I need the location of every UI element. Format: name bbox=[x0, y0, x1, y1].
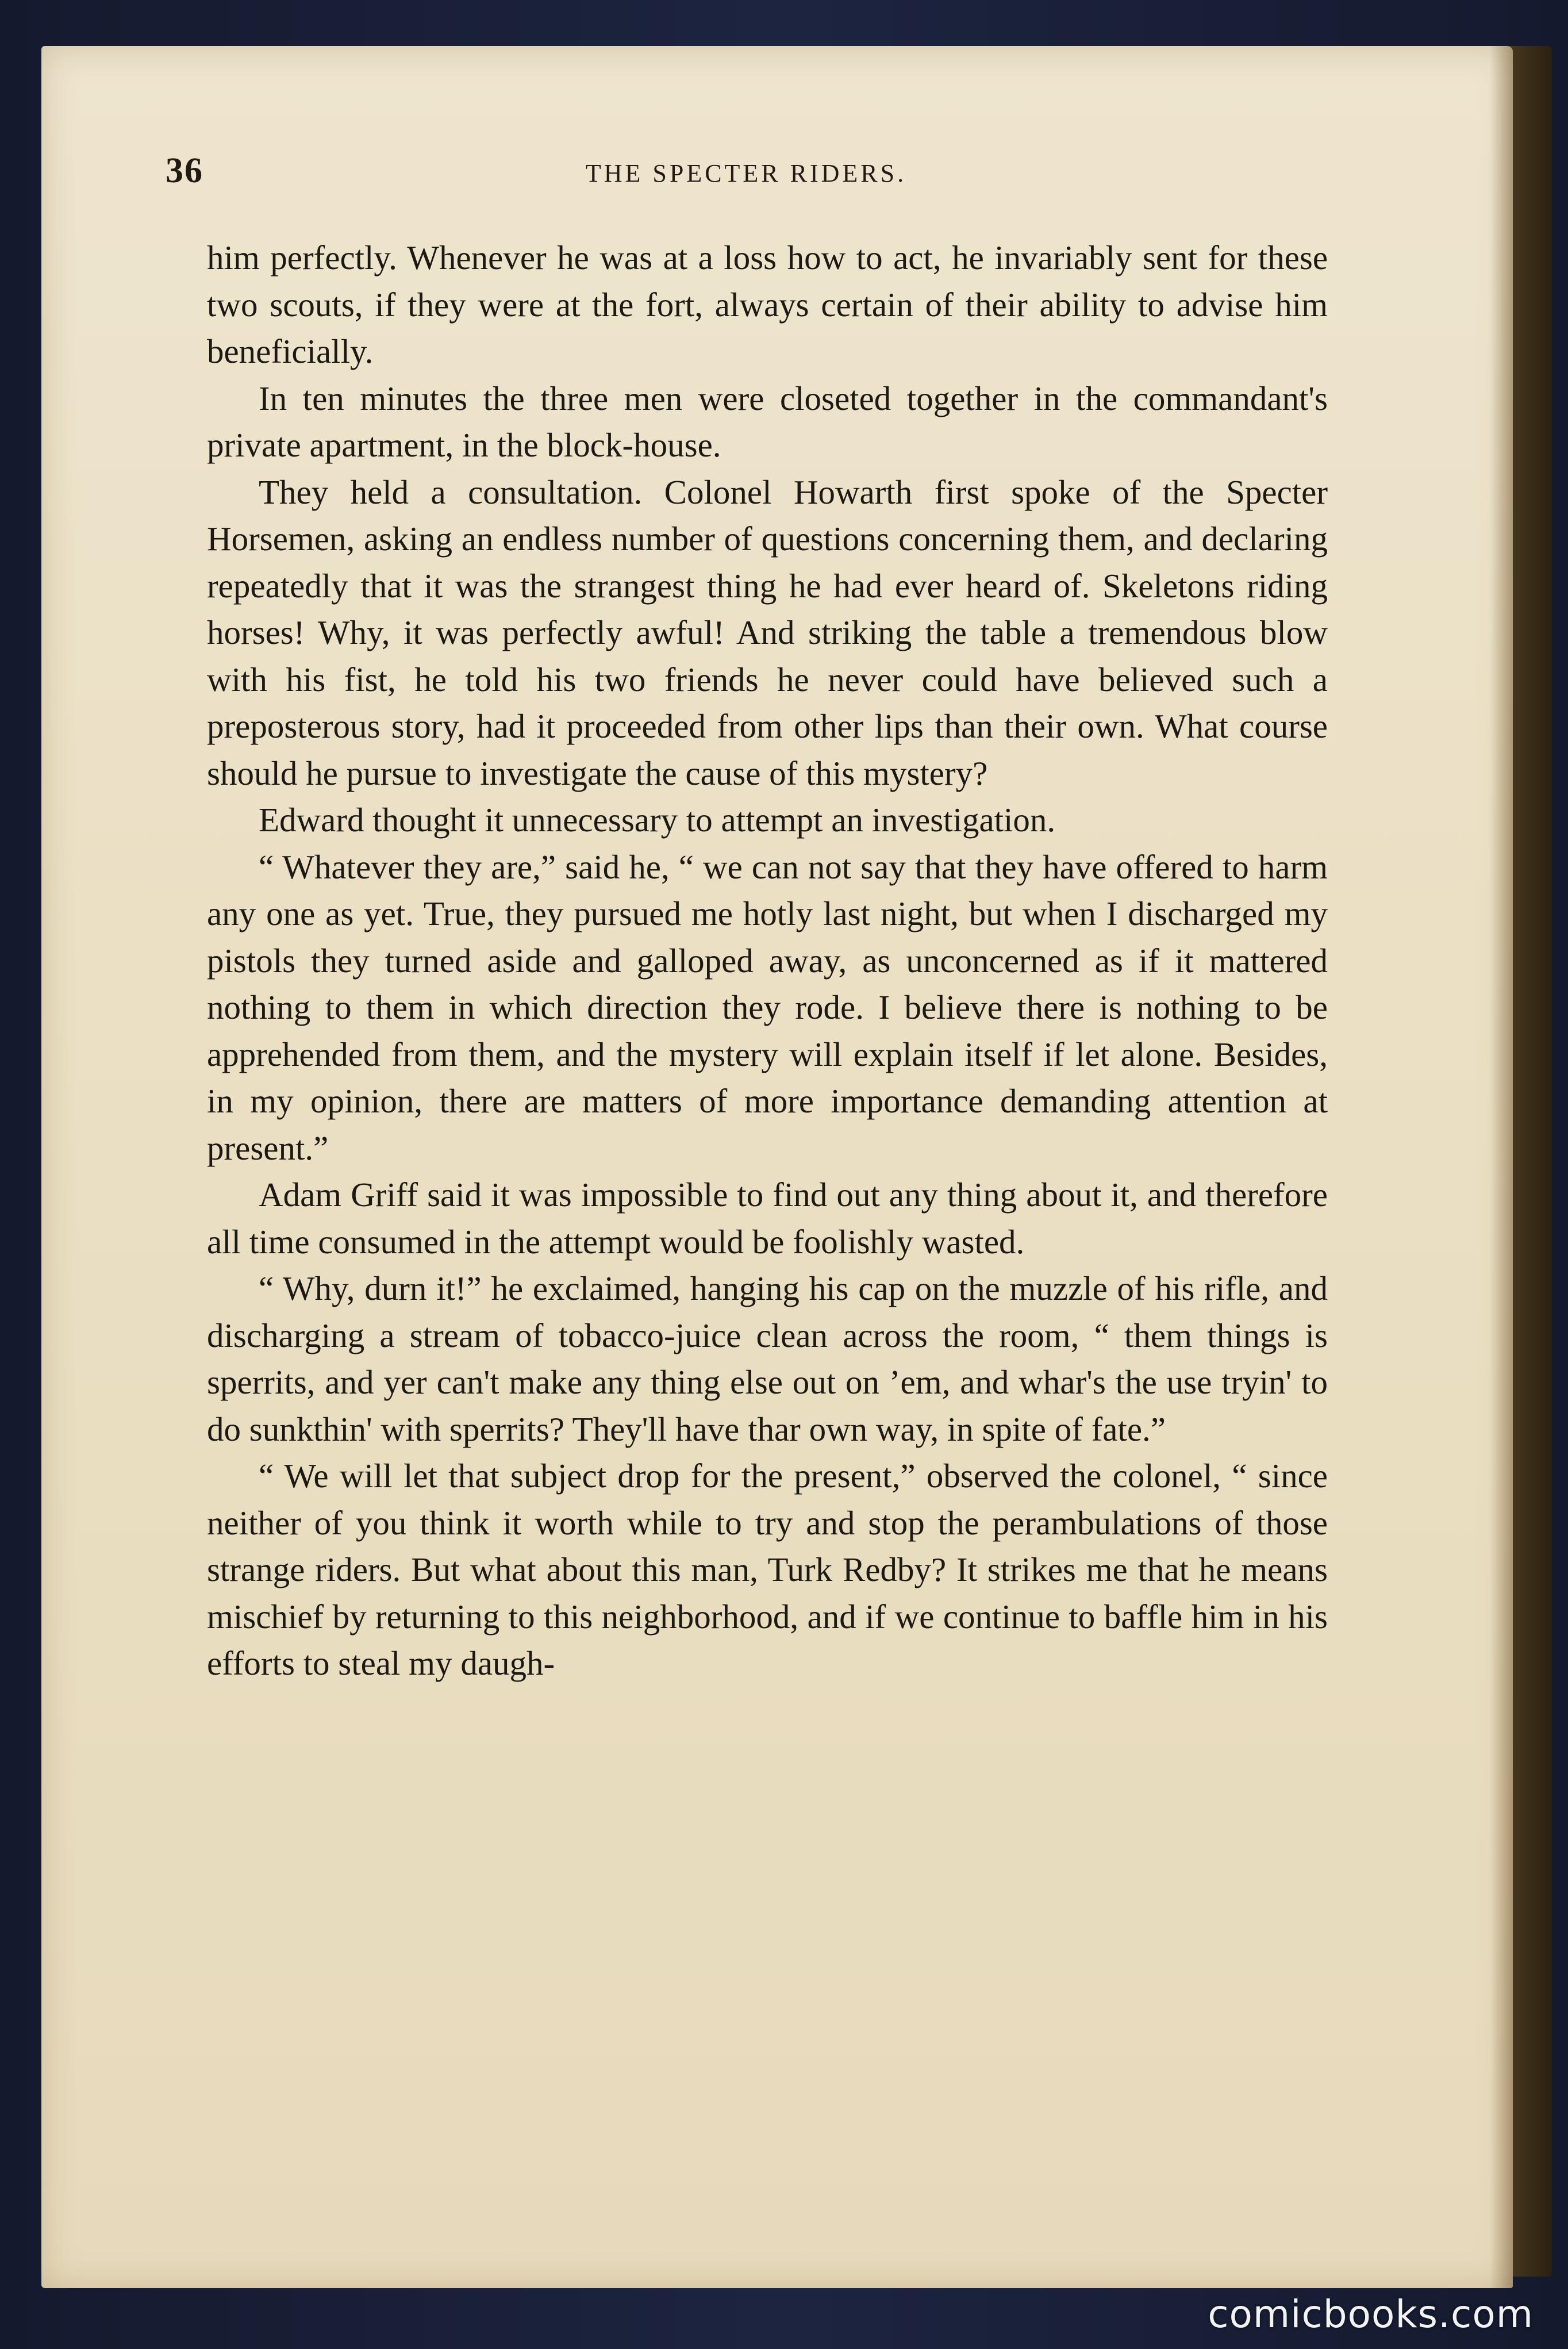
paragraph: “ Whatever they are,” said he, “ we can not say that they have offered to harm any one as yet. True, they pursued me hotly last night, but when I discharged my pistols they turned aside and galloped away, as unconcerned as if it mattered nothing to them in which direction they rode. I believe there is nothing to be apprehended from them, and the mystery will explain itself if let alone. Besides, in my opinion, there are matters of more importance demanding attention at present.” bbox=[207, 847, 1328, 1167]
paragraph: “ Why, durn it!” he exclaimed, hanging his cap on the muzzle of his rifle, and discharging a stream of tobacco-juice clean across the room, “ them things is sperrits, and yer can't make any thing else out on ’em, and whar's the use tryin' to do sunkthin' with sperrits? They'll have thar own way, in spite of fate.” bbox=[207, 1269, 1328, 1448]
body-text bbox=[207, 235, 1328, 1687]
next-page-edge bbox=[1506, 46, 1552, 2277]
running-title: THE SPECTER RIDERS. bbox=[585, 159, 907, 187]
paragraph: him perfectly. Whenever he was at a loss how to act, he invariably sent for these two scouts, if they were at the fort, always certain of their ability to advise him beneficially. bbox=[207, 239, 1328, 370]
paragraph: “ We will let that subject drop for the present,” observed the colonel, “ since neither of you think it worth while to try and stop the perambulations of those strange riders. But what about this man, Turk Redby? It strikes me that he means mischief by returning to this neighborhood, and if we continue to baffle him in his efforts to steal my daugh- bbox=[207, 1457, 1328, 1682]
paragraph: Adam Griff said it was impossible to find out any thing about it, and therefore all time consumed in the attempt would be foolishly wasted. bbox=[207, 1176, 1328, 1261]
paragraph: In ten minutes the three men were closeted together in the commandant's private apartment, in the block-house. bbox=[207, 379, 1328, 464]
watermark: comicbooks.com bbox=[1208, 2292, 1534, 2336]
page-header bbox=[166, 151, 1327, 197]
paragraph: Edward thought it unnecessary to attempt an investigation. bbox=[259, 801, 1056, 839]
page-number: 36 bbox=[166, 151, 203, 190]
paragraph: They held a consultation. Colonel Howarth first spoke of the Specter Horsemen, asking an endless number of questions concerning them, and declaring repeatedly that it was the strangest thing he had ever heard of. Skeletons riding horses! Why, it was perfectly awful! And striking the table a tremendous blow with his fist, he told his two friends he never could have believed such a preposterous story, had it proceeded from other lips than their own. What course should he pursue to investigate the cause of this mystery? bbox=[207, 473, 1328, 792]
